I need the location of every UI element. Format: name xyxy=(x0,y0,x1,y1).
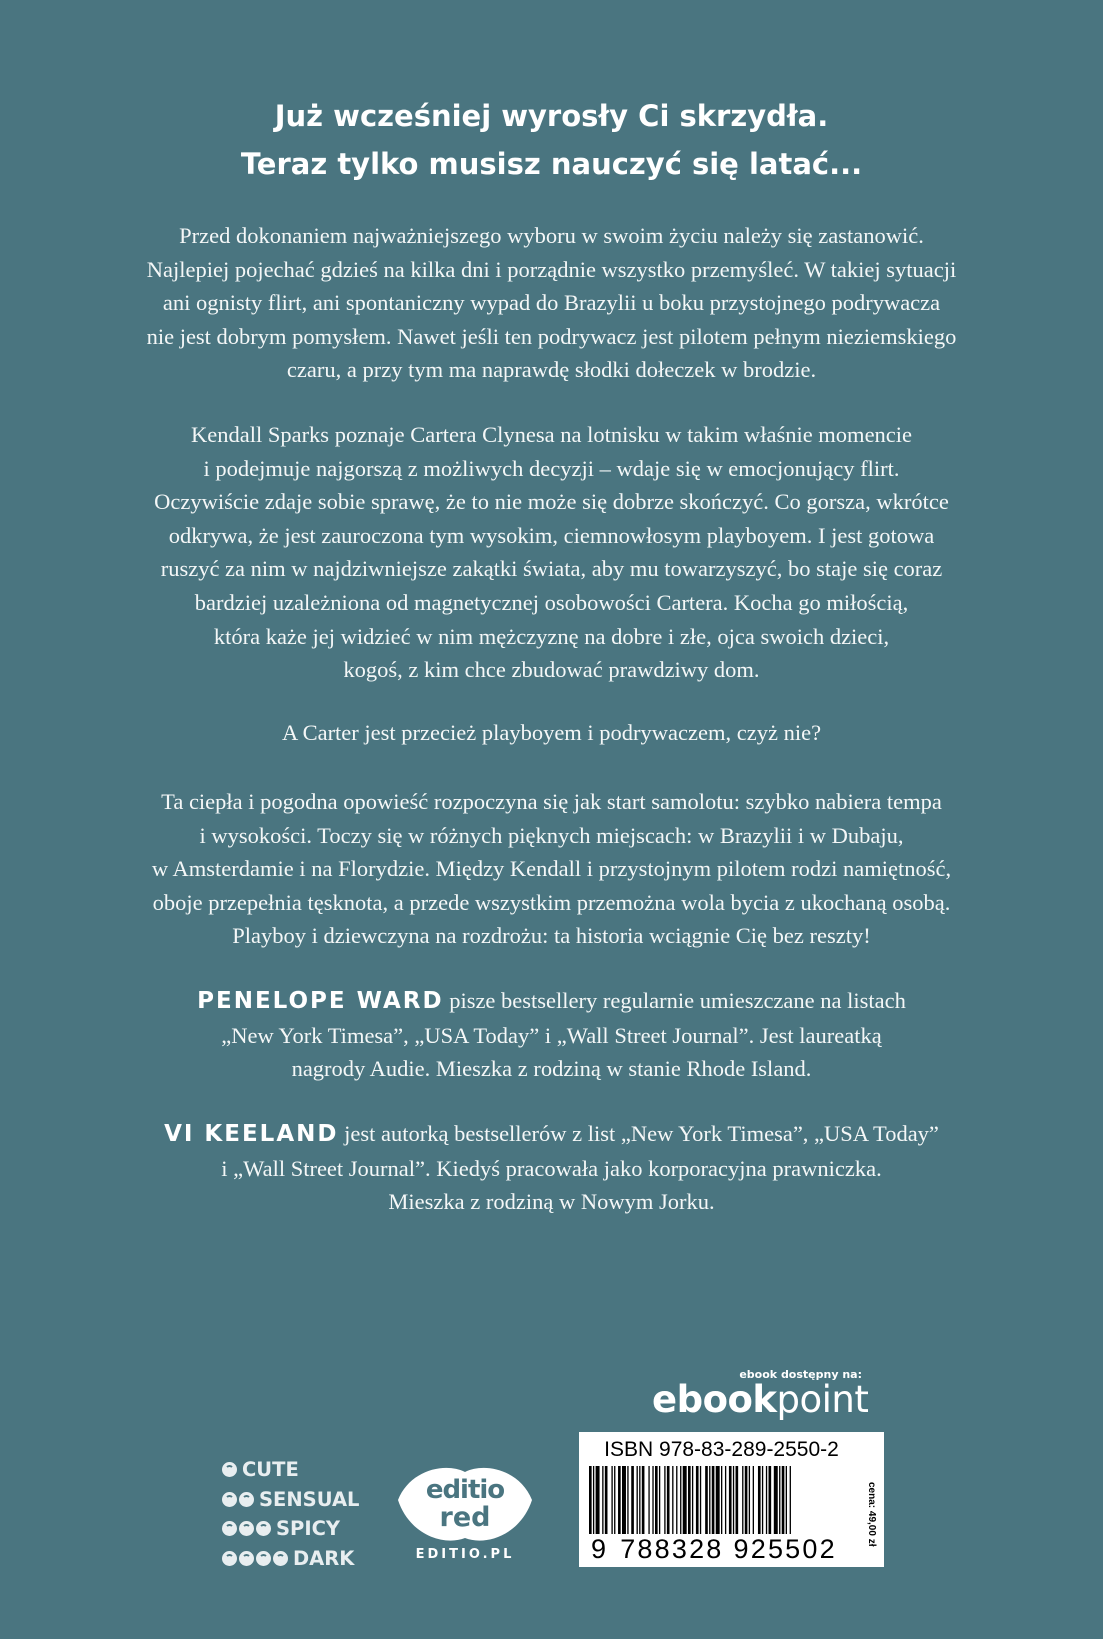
barcode-bar xyxy=(766,1466,767,1534)
blurb-line: nie jest dobrym pomysłem. Nawet jeśli ten podrywacz jest pilotem pełnym nieziemskiego xyxy=(146,323,957,349)
heat-label: CUTE xyxy=(242,1458,299,1481)
price-text: cena: 49,00 zł xyxy=(866,1482,877,1547)
barcode-bar xyxy=(774,1466,778,1534)
barcode-bar xyxy=(725,1466,726,1534)
heat-drop-icon xyxy=(239,1492,254,1507)
barcode-bar xyxy=(790,1466,791,1534)
author-bio-keeland xyxy=(0,1117,1103,1219)
tagline-line-1: Już wcześniej wyrosły Ci skrzydła. xyxy=(274,99,829,133)
heat-row-cute xyxy=(222,1455,359,1485)
bio-line: Mieszka z rodziną w Nowym Jorku. xyxy=(388,1189,715,1215)
blurb-paragraph-3 xyxy=(0,716,1103,750)
barcode-panel xyxy=(579,1432,884,1567)
barcode-bar xyxy=(648,1466,649,1534)
heat-row-dark xyxy=(222,1544,359,1574)
barcode-bar xyxy=(611,1466,612,1534)
barcode-bar xyxy=(627,1466,628,1534)
ebookpoint-logo-point: point xyxy=(776,1378,869,1421)
blurb-line: i wysokości. Toczy się w różnych pięknych miejscach: w Brazylii i w Dubaju, xyxy=(199,822,904,848)
heat-drop-icon xyxy=(222,1492,237,1507)
barcode-bar xyxy=(721,1466,722,1534)
bio-line: „New York Timesa”, „USA Today” i „Wall Street Journal”. Jest laureatką xyxy=(221,1022,882,1048)
barcode-bar xyxy=(782,1466,785,1534)
barcode-bar xyxy=(700,1466,701,1534)
bio-line xyxy=(0,1117,1103,1152)
barcode-bar xyxy=(758,1466,761,1534)
barcode-bar xyxy=(688,1466,691,1534)
barcode-bar xyxy=(680,1466,681,1534)
heat-drop-icon xyxy=(273,1551,288,1566)
bio-line xyxy=(0,984,1103,1019)
barcode-bar xyxy=(637,1466,638,1534)
ean-left-digits: 788328 xyxy=(620,1534,724,1564)
editio-red-logo xyxy=(390,1458,540,1548)
blurb-line: oboje przepełnia tęsknota, a przede wszystkim przemożna wola bycia z ukochaną osobą. xyxy=(152,889,951,915)
bio-text: pisze bestsellery regularnie umieszczane na listach xyxy=(443,988,906,1013)
isbn-text: ISBN 978-83-289-2550-2 xyxy=(604,1438,839,1461)
publisher-url: EDITIO.PL xyxy=(415,1547,515,1562)
barcode-bar xyxy=(692,1466,693,1534)
barcode-bar xyxy=(749,1466,750,1534)
heat-drop-icon xyxy=(222,1462,237,1477)
blurb-line: Playboy i dziewczyna na rozdrożu: ta historia wciągnie Cię bez reszty! xyxy=(232,923,871,949)
barcode-bar xyxy=(786,1466,787,1534)
blurb-line: Przed dokonaniem najważniejszego wyboru w swoim życiu należy się zastanowić. xyxy=(179,223,924,248)
ebook-available-text: ebook dostępny na: xyxy=(739,1368,862,1381)
heat-drop-icon xyxy=(239,1521,254,1536)
barcode-bar xyxy=(683,1466,687,1534)
barcode-bar xyxy=(667,1466,670,1534)
barcode-bar xyxy=(672,1466,673,1534)
ean-right-digits: 925502 xyxy=(733,1534,837,1564)
barcode-bar xyxy=(733,1466,734,1534)
barcode-bar xyxy=(676,1466,677,1534)
blurb-line: kogoś, z kim chce zbudować prawdziwy dom. xyxy=(343,657,760,683)
barcode-bar xyxy=(742,1466,743,1534)
heat-row-sensual xyxy=(222,1485,359,1515)
heat-drop-icon xyxy=(222,1551,237,1566)
barcode-bar xyxy=(593,1466,594,1534)
barcode-bar xyxy=(605,1466,608,1534)
blurb-line: i podejmuje najgorszą z możliwych decyzji – wdaje się w emocjonujący flirt. xyxy=(203,455,900,481)
author-name: PENELOPE WARD xyxy=(197,988,444,1014)
barcode-bar xyxy=(631,1466,634,1534)
ean-digits xyxy=(591,1534,837,1565)
barcode-bar xyxy=(753,1466,754,1534)
barcode-bar xyxy=(596,1466,600,1534)
heat-scale xyxy=(222,1455,359,1573)
barcode-bar xyxy=(709,1466,710,1534)
logo-word-red: red xyxy=(439,1502,491,1533)
blurb-paragraph-1 xyxy=(0,219,1103,387)
blurb-line: ruszyć za nim w najdziwniejsze zakątki świata, aby mu towarzyszyć, bo staje się coraz xyxy=(160,556,943,582)
heat-drop-icon xyxy=(256,1521,271,1536)
barcode-bar xyxy=(745,1466,748,1534)
ean-first-digit: 9 xyxy=(591,1534,609,1564)
blurb-line: Kendall Sparks poznaje Cartera Clynesa na lotnisku w takim właśnie momencie xyxy=(190,422,913,447)
blurb-line: czaru, a przy tym ma naprawdę słodki dołeczek w brodzie. xyxy=(286,357,817,383)
barcode-bar xyxy=(664,1466,665,1534)
barcode-bar xyxy=(614,1466,615,1534)
barcode-bar xyxy=(602,1466,603,1534)
blurb-line: bardziej uzależniona od magnetycznej osobowości Cartera. Kocha go miłością, xyxy=(194,589,909,615)
blurb-line: Oczywiście zdaje sobie sprawę, że to nie może się dobrze skończyć. Co gorsza, wkrótce xyxy=(154,489,949,515)
barcode-bars xyxy=(585,1466,865,1536)
barcode-bar xyxy=(716,1466,720,1534)
bio-line: i „Wall Street Journal”. Kiedyś pracowała jako korporacyjna prawniczka. xyxy=(221,1155,882,1181)
barcode-bar xyxy=(729,1466,732,1534)
heat-drop-icon xyxy=(222,1521,237,1536)
barcode-bar xyxy=(736,1466,739,1534)
barcode-bar xyxy=(779,1466,780,1534)
tagline-line-2: Teraz tylko musisz nauczyć się latać... xyxy=(240,147,863,181)
blurb-line: Ta ciepła i pogodna opowieść rozpoczyna się jak start samolotu: szybko nabiera tempa xyxy=(161,789,942,814)
ebookpoint-logo-ebook: ebook xyxy=(652,1378,777,1421)
bio-line: nagrody Audie. Mieszka z rodziną w stanie Rhode Island. xyxy=(291,1056,812,1082)
barcode-bar xyxy=(769,1466,772,1534)
blurb-line: A Carter jest przecież playboyem i podrywaczem, czyż nie? xyxy=(281,720,822,745)
author-name: VI KEELAND xyxy=(164,1121,339,1147)
barcode-bar xyxy=(639,1466,640,1534)
barcode-bar xyxy=(652,1466,653,1534)
blurb-paragraph-4 xyxy=(0,785,1103,953)
heat-drop-icon xyxy=(239,1551,254,1566)
heat-label: SPICY xyxy=(276,1517,341,1540)
blurb-line: Najlepiej pojechać gdzieś na kilka dni i porządnie wszystko przemyśleć. W takiej sytuacji xyxy=(146,256,957,282)
blurb-line: odkrywa, że jest zauroczona tym wysokim, ciemnowłosym playboyem. I jest gotowa xyxy=(168,522,935,548)
barcode-bar xyxy=(642,1466,645,1534)
blurb-line: w Amsterdamie i na Florydzie. Między Kendall i przystojnym pilotem rodzi namiętność, xyxy=(151,856,952,882)
blurb-paragraph-2 xyxy=(0,418,1103,687)
bio-text: jest autorką bestsellerów z list „New York Timesa”, „USA Today” xyxy=(338,1121,939,1146)
barcode-bar xyxy=(618,1466,621,1534)
ebookpoint-logo xyxy=(652,1378,868,1421)
blurb-line: ani ognisty flirt, ani spontaniczny wypad do Brazylii u boku przystojnego podrywacza xyxy=(162,290,941,316)
logo-word-editio: editio xyxy=(425,1475,505,1505)
heat-label: DARK xyxy=(293,1546,355,1570)
author-bio-ward xyxy=(0,984,1103,1086)
blurb-line: która każe jej widzieć w nim mężczyznę na dobre i złe, ojca swoich dzieci, xyxy=(213,623,890,649)
barcode-bar xyxy=(712,1466,715,1534)
heat-drop-icon xyxy=(256,1551,271,1566)
barcode-bar xyxy=(762,1466,763,1534)
barcode-bar xyxy=(622,1466,626,1534)
barcode-bar xyxy=(696,1466,699,1534)
barcode-bar xyxy=(659,1466,660,1534)
barcode-bar xyxy=(589,1466,592,1534)
tagline xyxy=(0,92,1103,188)
barcode-bar xyxy=(705,1466,708,1534)
heat-row-spicy xyxy=(222,1514,359,1544)
heat-label: SENSUAL xyxy=(259,1487,360,1511)
barcode-bar xyxy=(655,1466,658,1534)
